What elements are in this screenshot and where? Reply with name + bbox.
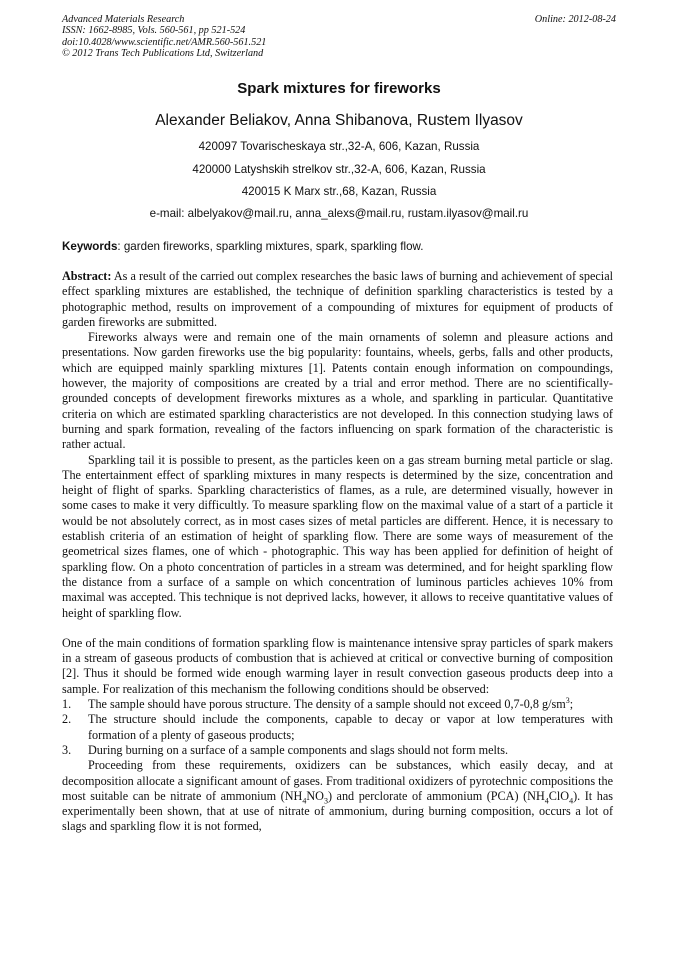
list-text: During burning on a surface of a sample components and slags should not form melts. [88, 742, 509, 757]
author-list: Alexander Beliakov, Anna Shibanova, Rustem Ilyasov [155, 112, 523, 129]
journal-header [62, 14, 616, 60]
keywords-label: Keywords [62, 240, 118, 253]
list-number: 3. [62, 742, 72, 757]
keywords-text: : garden fireworks, sparkling mixtures, spark, sparkling flow. [117, 240, 424, 253]
affiliation-2: 420000 Latyshskih strelkov str.,32-A, 606, Kazan, Russia [192, 163, 486, 176]
sparkling-tail-paragraph: Sparkling tail it is possible to present, as the particles keen on a gas stream burning metal particle or slag. The entertainment effect of sparkling mixtures in many respects is determined by the size, concentration and height of flight of sparks. Sparkling characteristics of flames, as a rule, are determined visually, however in some cases to make it very difficultly. To measure sparkling flow on the maximal value of a start of a particle it would be not absolutely correct, as in most cases sizes of metal particles are different. Hence, it is necessary to establish criteria of an estimation of height of sparkling flow. There are some ways of measurement of the geometrical sizes flames, one of which - photographic. This way has been applied for definition of height of sparkling flow. On a photo concentration of particles in a stream was determined, and for height sparkling flow the distance from a surface of a sample on which concentration of luminous particles achieves 10% from maximal was accepted. This technique is not deprived lacks, however, it allows to receive quantitative values of height of sparkling flow. [62, 452, 613, 620]
list-item [62, 697, 613, 712]
list-number: 1. [62, 697, 72, 712]
list-text: The sample should have porous structure. The density of a sample should not exceed 0,7-0,8 $g/sm^3$; [88, 695, 574, 712]
intro-paragraph: Fireworks always were and remain one of the main ornaments of solemn and pleasure actions and presentations. Now garden fireworks use the big popularity: fountains, wheels, gerbs, falls and other products, which are equipped mainly sparkling mixtures [1]. Patents contain enough information on compoundings, however, the majority of compositions are created by a trial and error method. There are no scientifically-grounded concepts of development fireworks mixtures as a whole, and sparkling in particular. Quantitative criteria on which are estimated sparkling characteristics are not developed. In this connection studying laws of burning and spark formation, revealing of the factors influencing on spark formation of the characteristic is rather actual. [62, 330, 613, 452]
oxidizers-paragraph: Proceeding from these requirements, oxidizers can be substances, which easily decay, and at decomposition allocate a significant amount of gases. From traditional oxidizers of pyrotechnic compositions the most suitable can be nitrate of ammonium $(NH_4NO_3)$ and perclorate of ammonium (PCA) $(NH_4ClO_4)$. It has experimentally been shown, that at use of nitrate of ammonium, during burning composition, occurs a lot of slags and sparkling flow it is not formed, [62, 758, 614, 834]
list-text: The structure should include the components, capable to decay or vapor at low temperatures with formation of a plenty of gaseous products; [88, 712, 613, 742]
list-item [62, 712, 613, 743]
email-line: e-mail: albelyakov@mail.ru, anna_alexs@mail.ru, rustam.ilyasov@mail.ru [149, 207, 529, 220]
affiliation-3: 420015 K Marx str.,68, Kazan, Russia [241, 185, 437, 198]
journal-name: Advanced Materials Research [62, 14, 185, 25]
list-number: 2. [62, 712, 72, 727]
doi-line: doi:10.4028/www.scientific.net/AMR.560-561.521 [62, 36, 267, 48]
paper-title: Spark mixtures for fireworks [237, 80, 441, 97]
affiliation-1: 420097 Tovarischeskaya str.,32-A, 606, Kazan, Russia [198, 140, 480, 153]
issn-line: ISSN: 1662-8985, Vols. 560-561, pp 521-524 [62, 25, 246, 37]
list-item [62, 743, 613, 758]
paper-body [62, 269, 613, 835]
keywords-line [62, 240, 616, 253]
abstract-text: As a result of the carried out complex researches the basic laws of burning and achievement of special effect sparkling mixtures are established, the technique of definition sparkling characteristics is tested by a photographic method, results on improvement of a compounding of mixtures for equipment of products of garden fireworks are submitted. [62, 269, 613, 329]
abstract-paragraph [62, 269, 613, 330]
conditions-paragraph: One of the main conditions of formation sparkling flow is maintenance intensive spray particles of spark makers in a stream of gaseous products of combustion that is achieved at critical or convective burning of composition [2]. Thus it should be formed wide enough warming layer in result convection gaseous products deep into a sample. For realization of this mechanism the following conditions should be observed: [62, 635, 613, 696]
online-date: Online: 2012-08-24 [534, 14, 616, 25]
copyright-line: © 2012 Trans Tech Publications Ltd, Switzerland [62, 48, 264, 60]
abstract-label: Abstract: [62, 269, 112, 283]
